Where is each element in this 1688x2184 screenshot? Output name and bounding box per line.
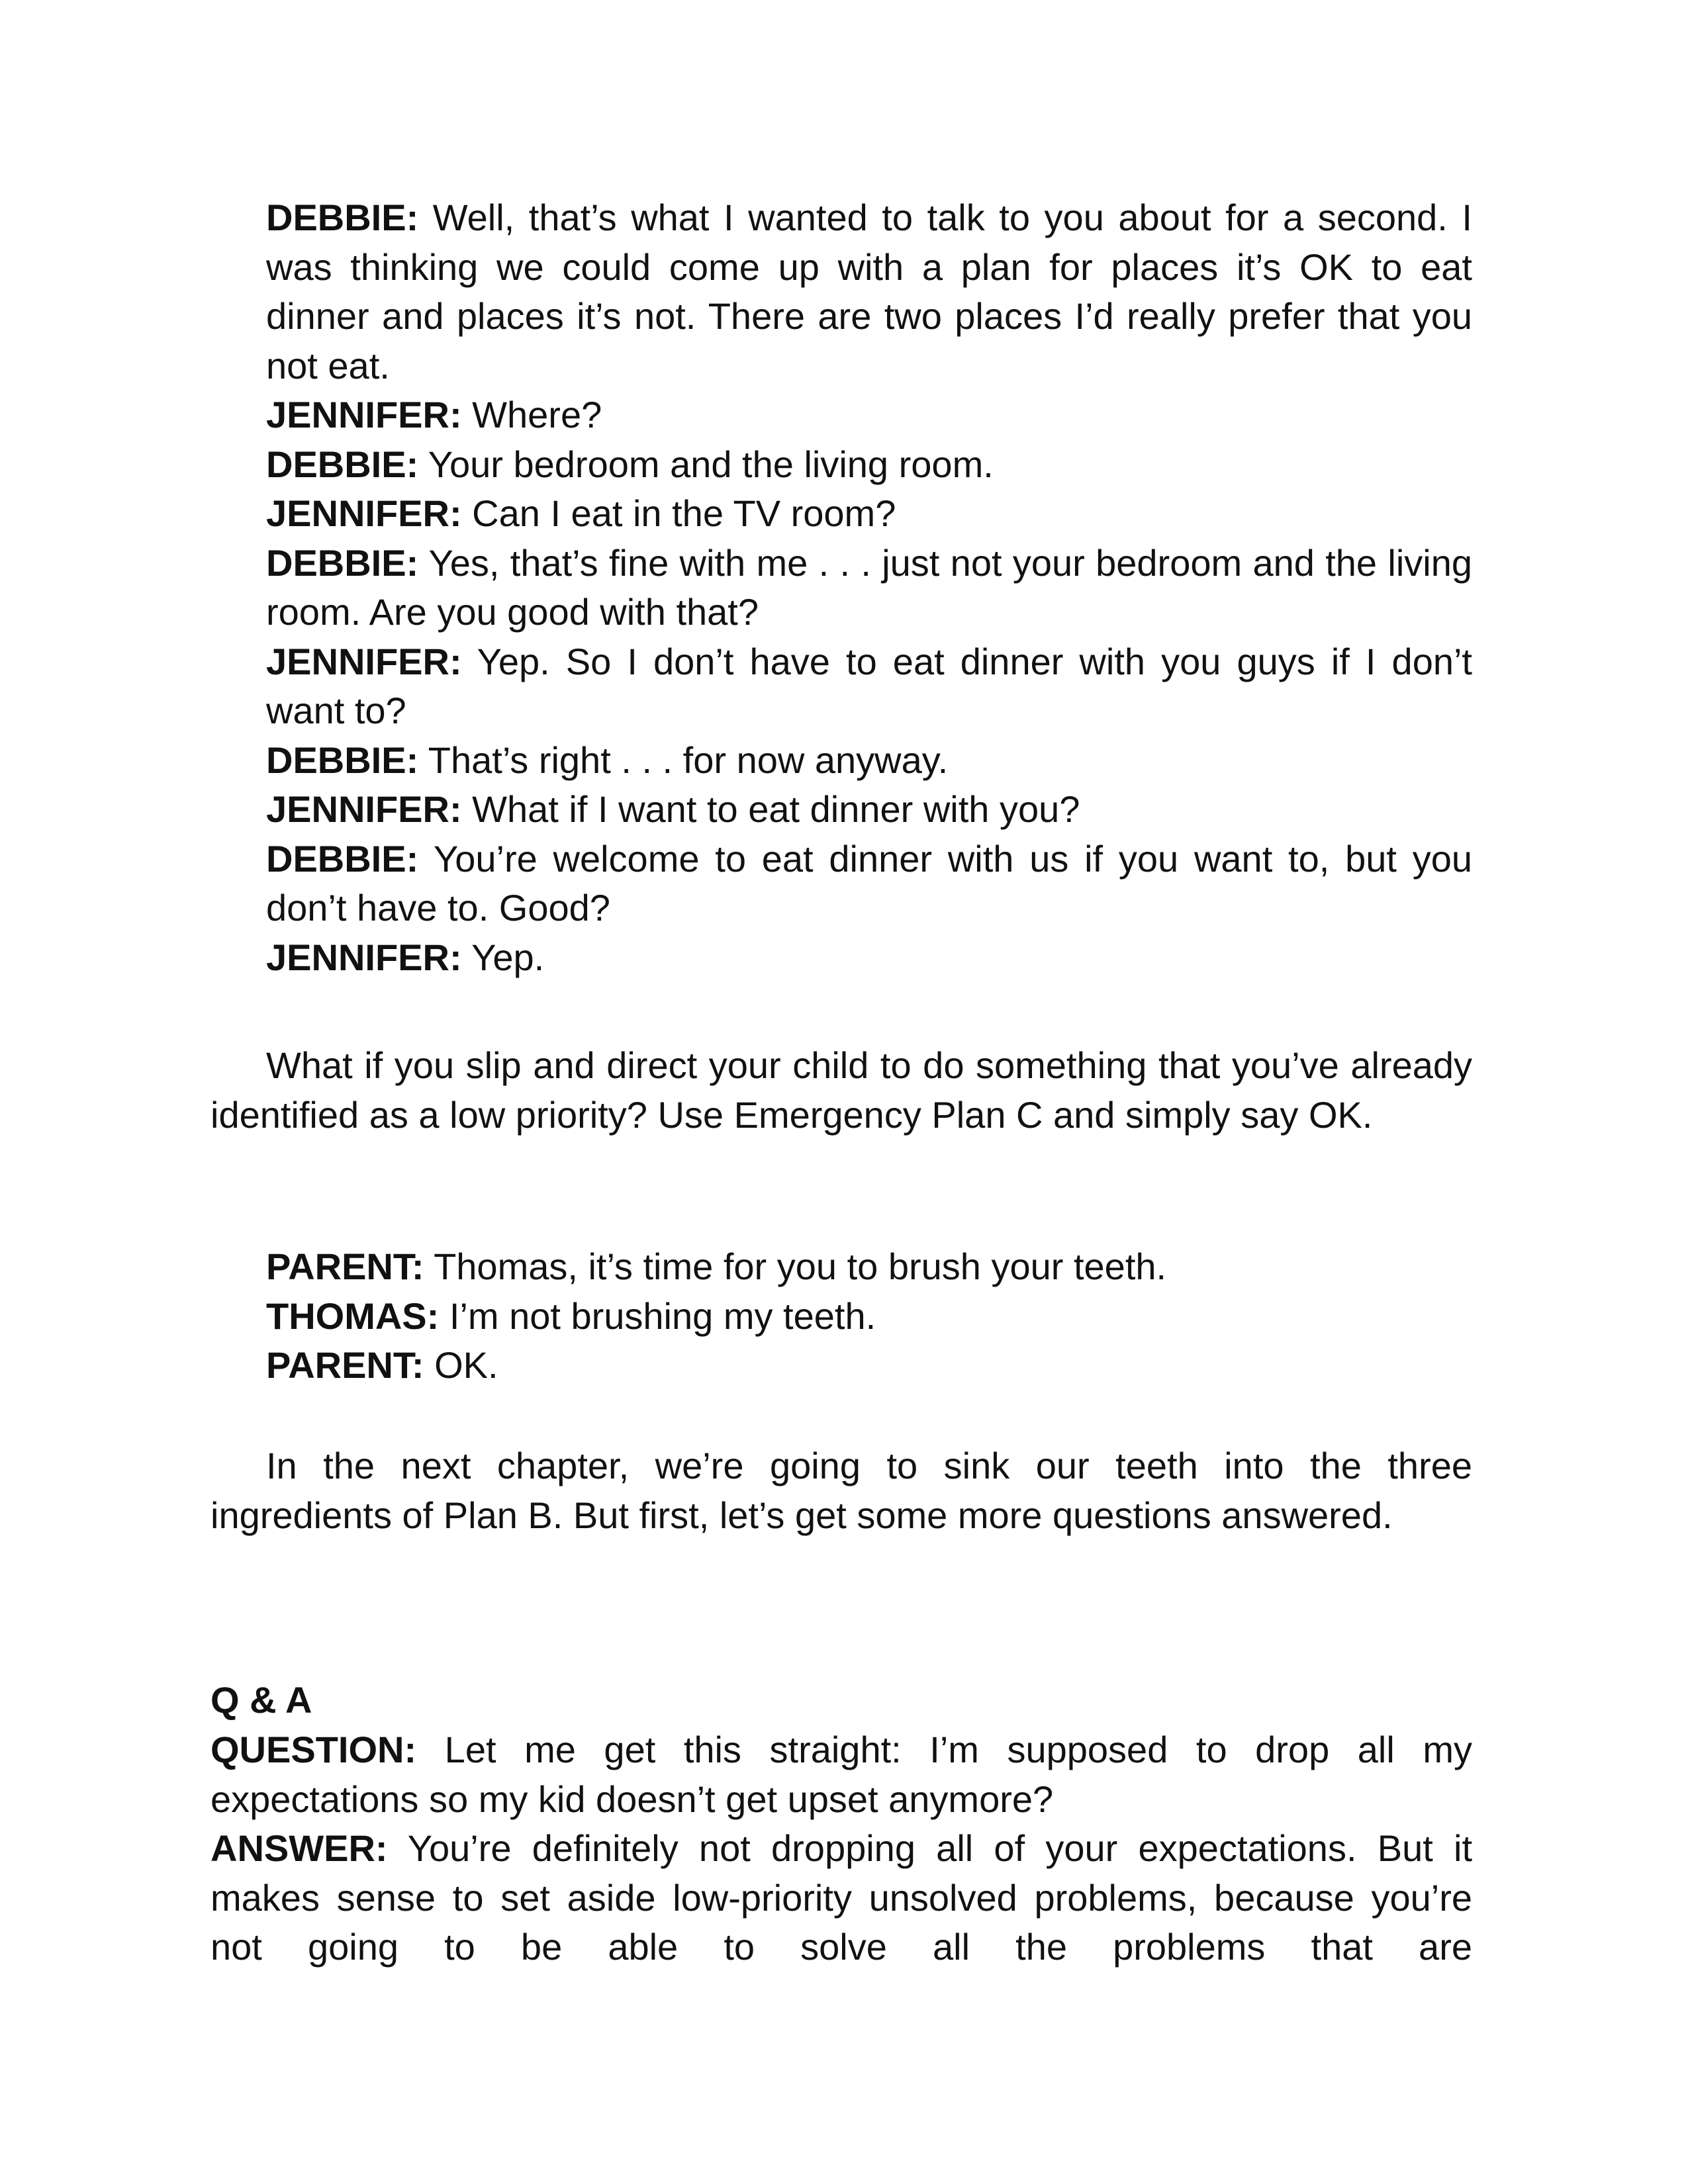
- dialogue-text: Yep. So I don’t have to eat dinner with you guys if I don’t want to?: [266, 640, 1472, 731]
- dialogue-text: Where?: [461, 394, 602, 435]
- speaker-name: JENNIFER:: [266, 394, 462, 435]
- dialogue-line: [266, 193, 1472, 390]
- speaker-name: PARENT:: [266, 1246, 424, 1287]
- speaker-name: DEBBIE:: [266, 443, 419, 485]
- dialogue-line: [266, 637, 1472, 736]
- qa-item: [211, 1824, 1472, 1972]
- speaker-name: DEBBIE:: [266, 197, 419, 238]
- dialogue-text: You’re welcome to eat dinner with us if you want to, but you don’t have to. Good?: [266, 837, 1472, 929]
- dialogue-text: Yes, that’s fine with me . . . just not your bedroom and the living room. Are you good with that?: [266, 541, 1472, 633]
- dialogue-text: Can I eat in the TV room?: [461, 492, 896, 534]
- dialogue-text: Your bedroom and the living room.: [418, 443, 994, 485]
- speaker-name: JENNIFER:: [266, 640, 462, 682]
- speaker-name: JENNIFER:: [266, 936, 462, 978]
- dialogue-text: OK.: [424, 1344, 498, 1386]
- qa-label: ANSWER:: [211, 1827, 388, 1869]
- qa-text: Let me get this straight: I’m supposed to drop all my expectations so my kid doesn’t get upset anymore?: [211, 1729, 1472, 1820]
- dialogue-line: [266, 1242, 1472, 1292]
- dialogue-line: [266, 1292, 1472, 1342]
- speaker-name: THOMAS:: [266, 1295, 440, 1337]
- dialogue-block-debbie-jennifer: [266, 193, 1472, 982]
- dialogue-text: I’m not brushing my teeth.: [439, 1295, 876, 1337]
- dialogue-text: What if I want to eat dinner with you?: [461, 788, 1080, 830]
- body-paragraph: What if you slip and direct your child to do something that you’ve already identified as a low priority? Use Emergency Plan C and simply say OK.: [211, 1044, 1472, 1136]
- dialogue-line: [266, 1341, 1472, 1390]
- speaker-name: DEBBIE:: [266, 541, 419, 584]
- dialogue-line: [266, 440, 1472, 490]
- dialogue-block-parent-thomas: [266, 1242, 1472, 1390]
- dialogue-line: [266, 933, 1472, 983]
- dialogue-text: Thomas, it’s time for you to brush your teeth.: [424, 1246, 1167, 1287]
- dialogue-text: Well, that’s what I wanted to talk to you about for a second. I was thinking we could come up with a plan for places it’s OK to eat dinner and places it’s not. There are two places I’d really prefer that you not eat.: [266, 197, 1472, 387]
- speaker-name: DEBBIE:: [266, 837, 419, 880]
- qa-item: [211, 1725, 1472, 1824]
- qa-label: QUESTION:: [211, 1729, 417, 1770]
- dialogue-text: That’s right . . . for now anyway.: [418, 739, 949, 781]
- qa-text: You’re definitely not dropping all of your expectations. But it makes sense to set aside low-priority unsolved problems, because you’re not going to be able to solve all the problems that are: [211, 1827, 1472, 1968]
- dialogue-line: [266, 785, 1472, 835]
- speaker-name: DEBBIE:: [266, 739, 419, 781]
- section-heading: Q & A: [211, 1679, 312, 1721]
- speaker-name: JENNIFER:: [266, 492, 462, 534]
- dialogue-line: [266, 835, 1472, 933]
- dialogue-line: [266, 489, 1472, 539]
- qa-block: [211, 1725, 1472, 1972]
- dialogue-line: [266, 736, 1472, 786]
- document-page: [211, 0, 1474, 2184]
- dialogue-text: Yep.: [461, 936, 545, 978]
- speaker-name: PARENT:: [266, 1344, 424, 1386]
- body-paragraph: In the next chapter, we’re going to sink our teeth into the three ingredients of Plan B. But first, let’s get some more questions answered.: [211, 1445, 1472, 1536]
- dialogue-line: [266, 390, 1472, 440]
- dialogue-line: [266, 539, 1472, 637]
- speaker-name: JENNIFER:: [266, 788, 462, 830]
